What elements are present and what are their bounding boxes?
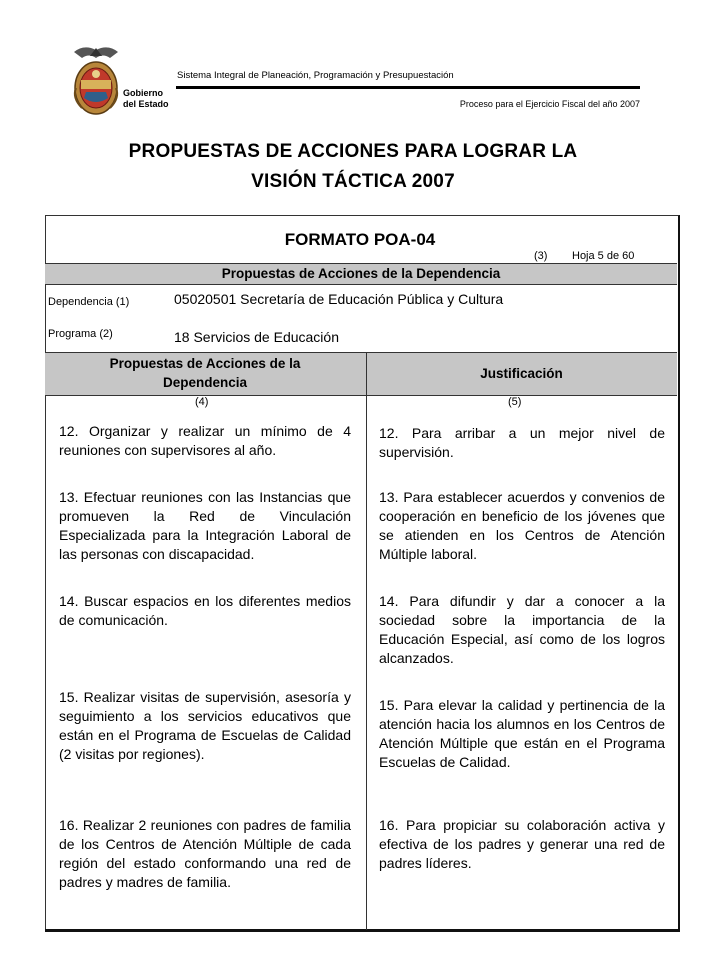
justificacion-14: 14. Para difundir y dar a conocer a la sociedad sobre la importancia de la Educación Especial, así como de los logros alcanzados. <box>379 593 665 666</box>
del-estado-text: del Estado <box>123 99 169 109</box>
dependencia-value: 05020501 Secretaría de Educación Pública y Cultura <box>174 291 504 307</box>
accion-13: 13. Efectuar reuniones con las Instancias que promueven la Red de Vinculación Especializada para la Integración Laboral de las personas con discapacidad. <box>59 489 351 562</box>
accion-15: 15. Realizar visitas de supervisión, asesoría y seguimiento a los servicios educativos que están en el Programa de Escuelas de Calidad (2 visitas por regiones). <box>59 689 351 762</box>
form-bottom-rule <box>45 929 679 932</box>
government-label <box>123 88 169 110</box>
header-rule <box>176 86 640 89</box>
justificacion-16: 16. Para propiciar su colaboración activa y efectiva de los padres y generar una red de padres líderes. <box>379 817 665 871</box>
column-header-acciones <box>45 352 365 394</box>
format-name: FORMATO POA-04 <box>284 230 436 249</box>
accion-16: 16. Realizar 2 reuniones con padres de familia de los Centros de Atención Múltiple de cada región del estado conformando una red de padres y madres de familia. <box>59 817 351 890</box>
section-title: Propuestas de Acciones de la Dependencia <box>45 263 677 285</box>
column-header-justificacion: Justificación <box>480 365 563 381</box>
dependencia-label: Dependencia (1) <box>48 296 130 308</box>
system-title: Sistema Integral de Planeación, Programación y Presupuestación <box>177 70 454 81</box>
column-ref-5: (5) <box>508 396 522 408</box>
title-line-2: VISIÓN TÁCTICA 2007 <box>251 171 455 192</box>
document-title <box>40 137 666 197</box>
justificacion-15: 15. Para elevar la calidad y pertinencia de la atención hacia los alumnos en los Centros de Atención Múltiple que están en el Programa Escuelas de Calidad. <box>379 697 665 770</box>
accion-12: 12. Organizar y realizar un mínimo de 4 reuniones con supervisores al año. <box>59 423 351 458</box>
sheet-number: Hoja 5 de 60 <box>572 250 635 262</box>
sheet-ref: (3) <box>534 250 548 262</box>
gobierno-text: Gobierno <box>123 88 163 98</box>
column-divider <box>366 352 367 930</box>
process-label: Proceso para el Ejercicio Fiscal del año 2007 <box>459 99 640 109</box>
programa-value: 18 Servicios de Educación <box>174 329 339 345</box>
justificacion-13: 13. Para establecer acuerdos y convenios de cooperación en beneficio de los jóvenes que se atienden en los Centros de Atención Múltiple laboral. <box>379 489 665 562</box>
state-seal-icon <box>70 44 122 116</box>
column-ref-4: (4) <box>195 396 209 408</box>
justificacion-12: 12. Para arribar a un mejor nivel de supervisión. <box>379 425 665 460</box>
title-line-1: PROPUESTAS DE ACCIONES PARA LOGRAR LA <box>128 141 578 162</box>
programa-label: Programa (2) <box>48 328 113 340</box>
column-header-acciones-line-2: Dependencia <box>162 375 247 390</box>
accion-14: 14. Buscar espacios en los diferentes medios de comunicación. <box>59 593 351 628</box>
column-header-acciones-line-1: Propuestas de Acciones de la <box>109 356 301 371</box>
